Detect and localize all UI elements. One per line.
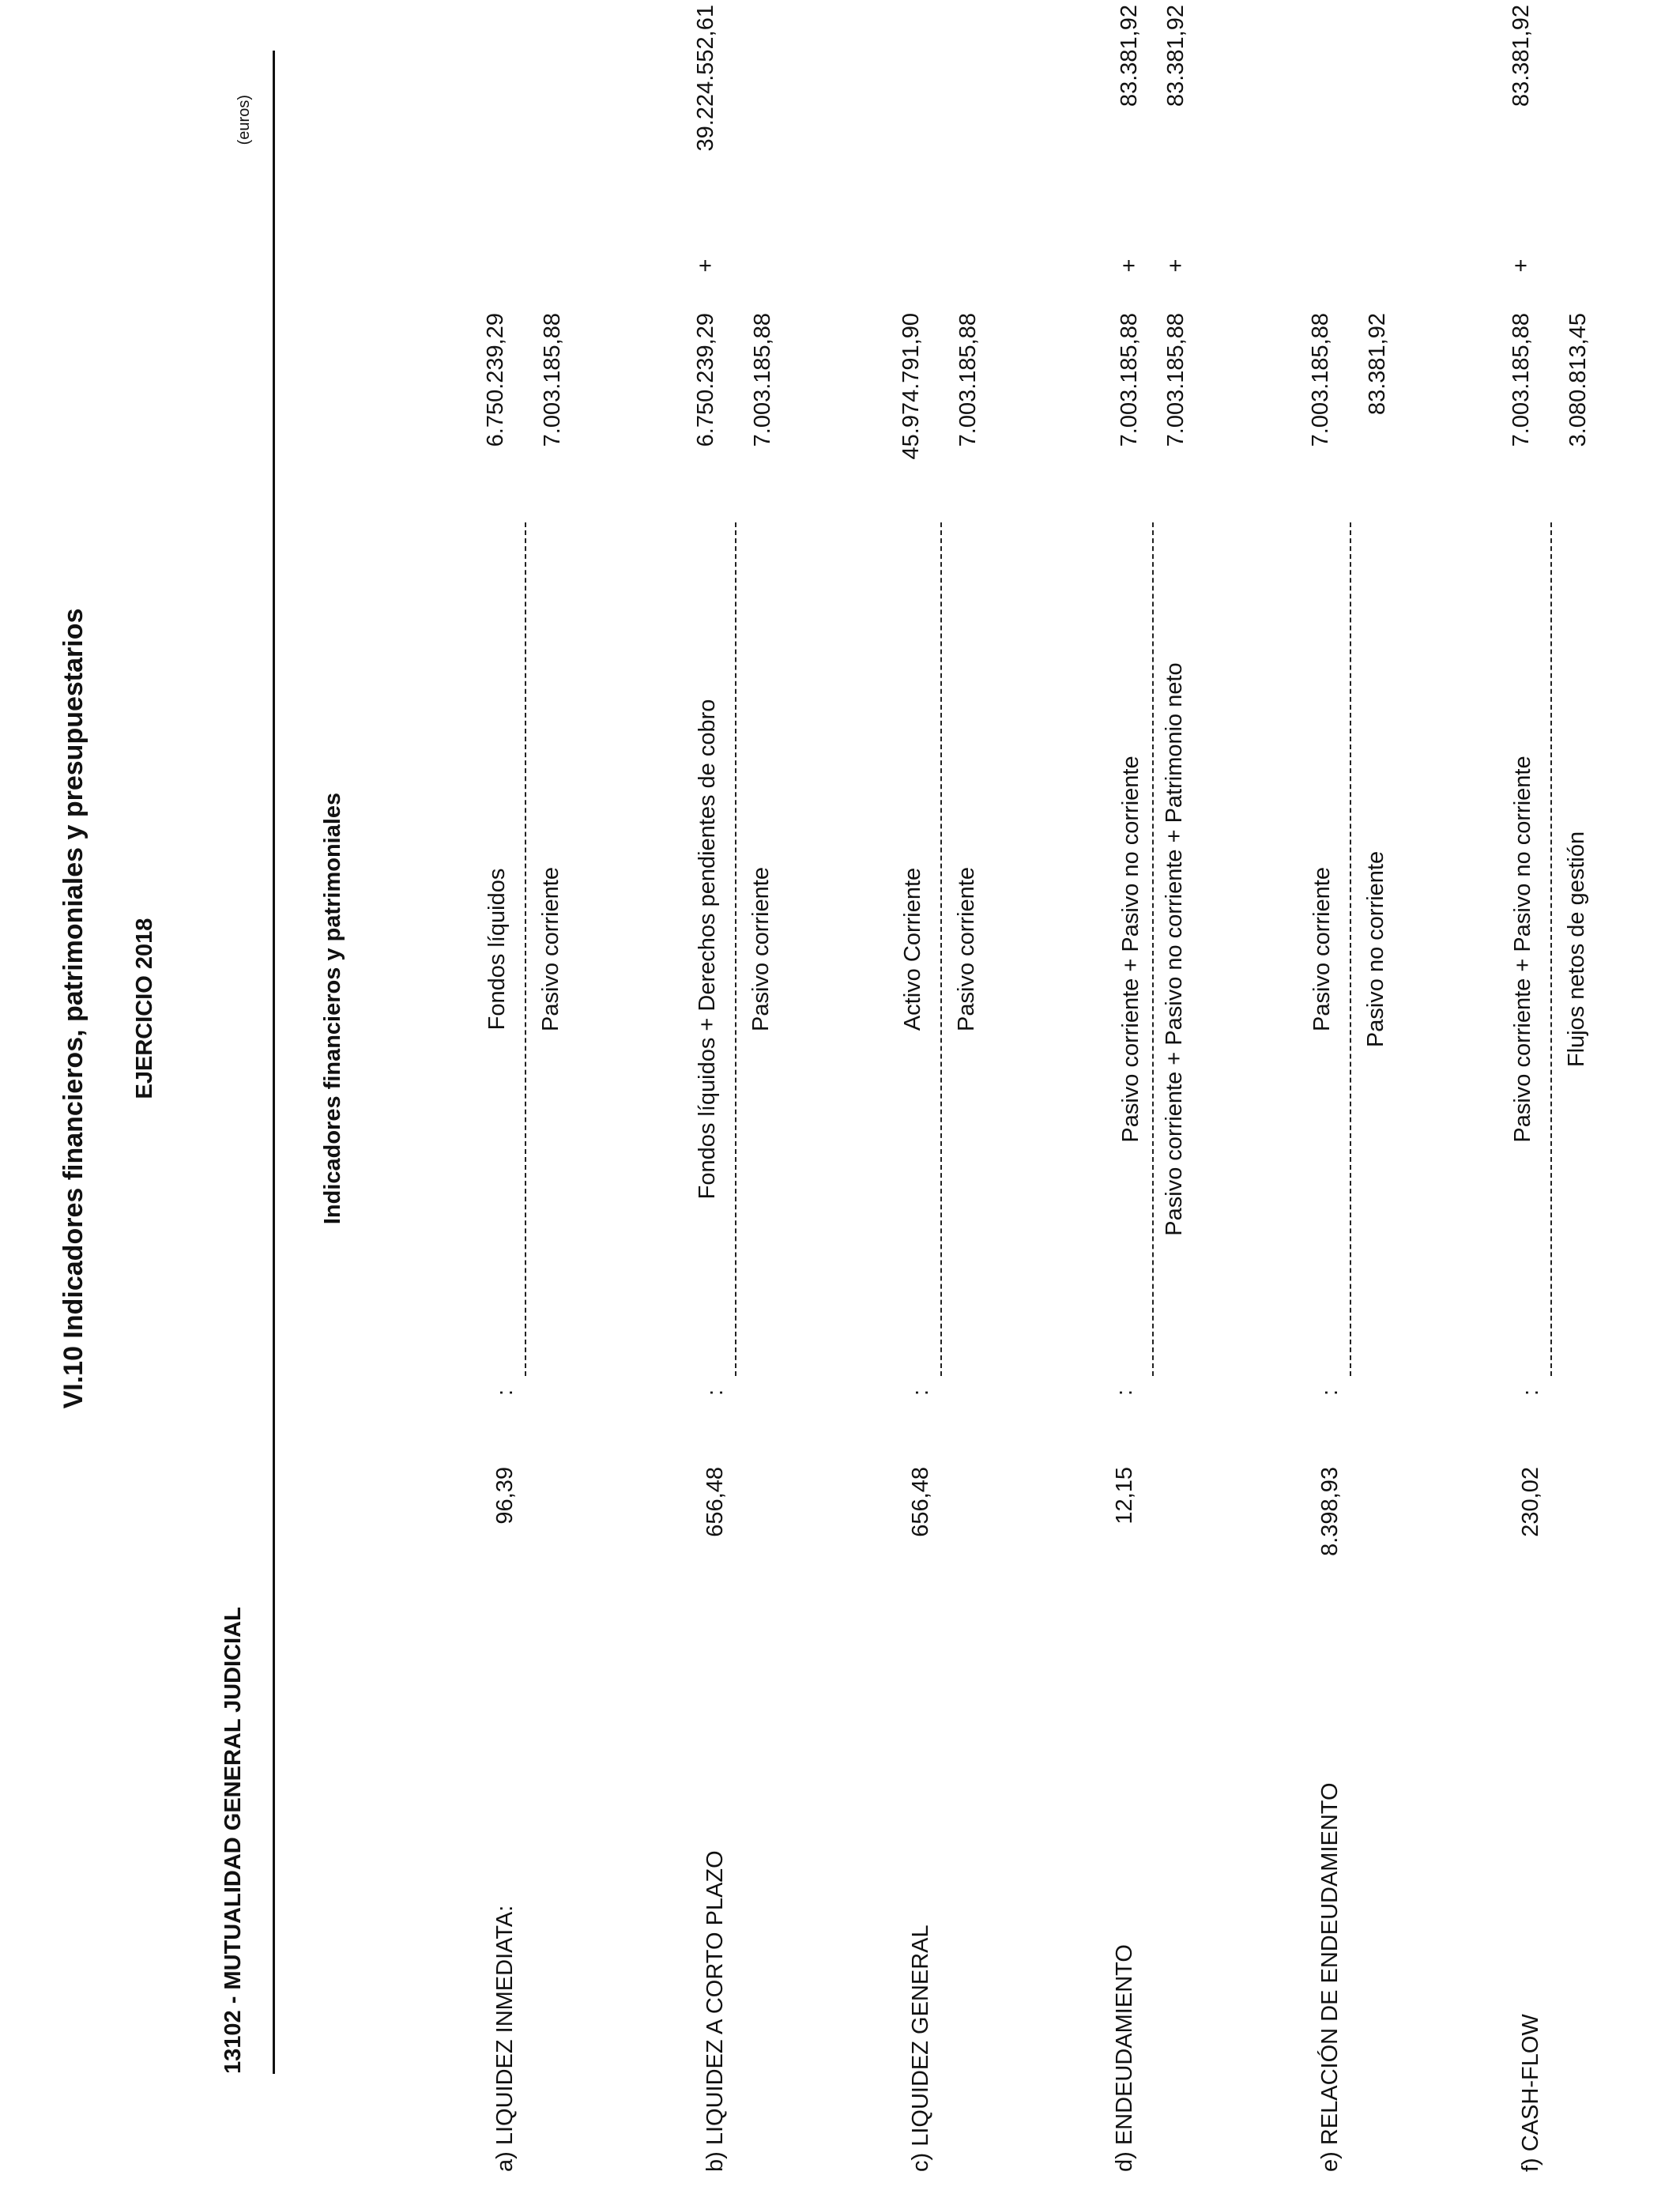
indicator-colon: : bbox=[1518, 1389, 1543, 1396]
plus-operator: + bbox=[1509, 258, 1534, 273]
indicator-value: 96,39 bbox=[492, 1467, 518, 1525]
indicator-label: e) RELACIÓN DE ENDEUDAMIENTO bbox=[1317, 1782, 1343, 2172]
fraction-line bbox=[1152, 522, 1154, 1376]
numerator-amount: 6.750.239,29 bbox=[693, 313, 718, 447]
numerator-amount: 7.003.185,88 bbox=[1509, 313, 1534, 447]
indicator-colon: : bbox=[492, 1389, 518, 1396]
denominator-amount: 7.003.185,88 bbox=[1163, 313, 1188, 447]
denominator-amount: 7.003.185,88 bbox=[540, 313, 565, 447]
formula-numerator: Pasivo corriente + Pasivo no corriente bbox=[1510, 756, 1535, 1143]
section-heading: Indicadores financieros y patrimoniales bbox=[320, 792, 345, 1225]
fraction-line bbox=[735, 522, 736, 1376]
plus-operator: + bbox=[1163, 258, 1188, 273]
numerator-amount: 6.750.239,29 bbox=[483, 313, 508, 447]
header-rule bbox=[273, 51, 275, 2074]
indicator-colon: : bbox=[908, 1389, 933, 1396]
indicator-value: 8.398,93 bbox=[1317, 1467, 1343, 1556]
indicator-colon: : bbox=[703, 1389, 728, 1396]
fraction-line bbox=[1550, 522, 1552, 1376]
numerator-amount: 83.381,92 bbox=[1509, 5, 1534, 107]
units-label: (euros) bbox=[235, 95, 253, 145]
numerator-amount: 39.224.552,61 bbox=[693, 5, 718, 152]
formula-numerator: Pasivo corriente bbox=[1309, 867, 1335, 1031]
denominator-amount: 83.381,92 bbox=[1163, 5, 1188, 107]
indicator-colon: : bbox=[1112, 1389, 1137, 1396]
numerator-amount: 83.381,92 bbox=[1117, 5, 1142, 107]
plus-operator: + bbox=[693, 258, 718, 273]
indicator-value: 12,15 bbox=[1112, 1467, 1137, 1525]
indicator-value: 230,02 bbox=[1518, 1467, 1543, 1537]
fraction-line bbox=[525, 522, 526, 1376]
fraction-line bbox=[940, 522, 942, 1376]
formula-denominator: Pasivo no corriente bbox=[1363, 850, 1388, 1048]
numerator-amount: 45.974.791,90 bbox=[898, 313, 924, 460]
formula-numerator: Fondos líquidos + Derechos pendientes de cobro bbox=[695, 699, 720, 1200]
denominator-amount: 83.381,92 bbox=[1365, 313, 1390, 416]
formula-denominator: Pasivo corriente bbox=[748, 867, 774, 1031]
page-title: VI.10 Indicadores financieros, patrimoniales y presupuestarios bbox=[58, 608, 89, 1409]
formula-numerator: Activo Corriente bbox=[900, 867, 925, 1031]
indicator-label: d) ENDEUDAMIENTO bbox=[1112, 1944, 1137, 2172]
indicator-label: c) LIQUIDEZ GENERAL bbox=[908, 1924, 933, 2172]
plus-operator: + bbox=[1117, 258, 1142, 273]
indicator-label: a) LIQUIDEZ INMEDIATA: bbox=[492, 1905, 518, 2172]
indicator-value: 656,48 bbox=[908, 1467, 933, 1537]
denominator-amount: 7.003.185,88 bbox=[955, 313, 981, 447]
formula-denominator: Pasivo corriente bbox=[954, 867, 979, 1031]
formula-numerator: Pasivo corriente + Pasivo no corriente bbox=[1118, 756, 1143, 1143]
formula-denominator: Pasivo corriente bbox=[538, 867, 563, 1031]
page-subtitle: EJERCICIO 2018 bbox=[132, 918, 157, 1099]
denominator-amount: 3.080.813,45 bbox=[1565, 313, 1591, 447]
indicator-label: f) CASH-FLOW bbox=[1518, 2014, 1543, 2172]
formula-denominator: Pasivo corriente + Pasivo no corriente + Patrimonio neto bbox=[1162, 662, 1187, 1236]
fraction-line bbox=[1350, 522, 1351, 1376]
formula-denominator: Flujos netos de gestión bbox=[1564, 831, 1589, 1068]
indicator-label: b) LIQUIDEZ A CORTO PLAZO bbox=[703, 1850, 728, 2172]
indicator-value: 656,48 bbox=[703, 1467, 728, 1537]
numerator-amount: 7.003.185,88 bbox=[1117, 313, 1142, 447]
denominator-amount: 7.003.185,88 bbox=[750, 313, 775, 447]
numerator-amount: 7.003.185,88 bbox=[1308, 313, 1333, 447]
entity-name: 13102 - MUTUALIDAD GENERAL JUDICIAL bbox=[220, 1607, 246, 2074]
indicator-colon: : bbox=[1317, 1389, 1343, 1396]
formula-numerator: Fondos líquidos bbox=[484, 868, 510, 1031]
